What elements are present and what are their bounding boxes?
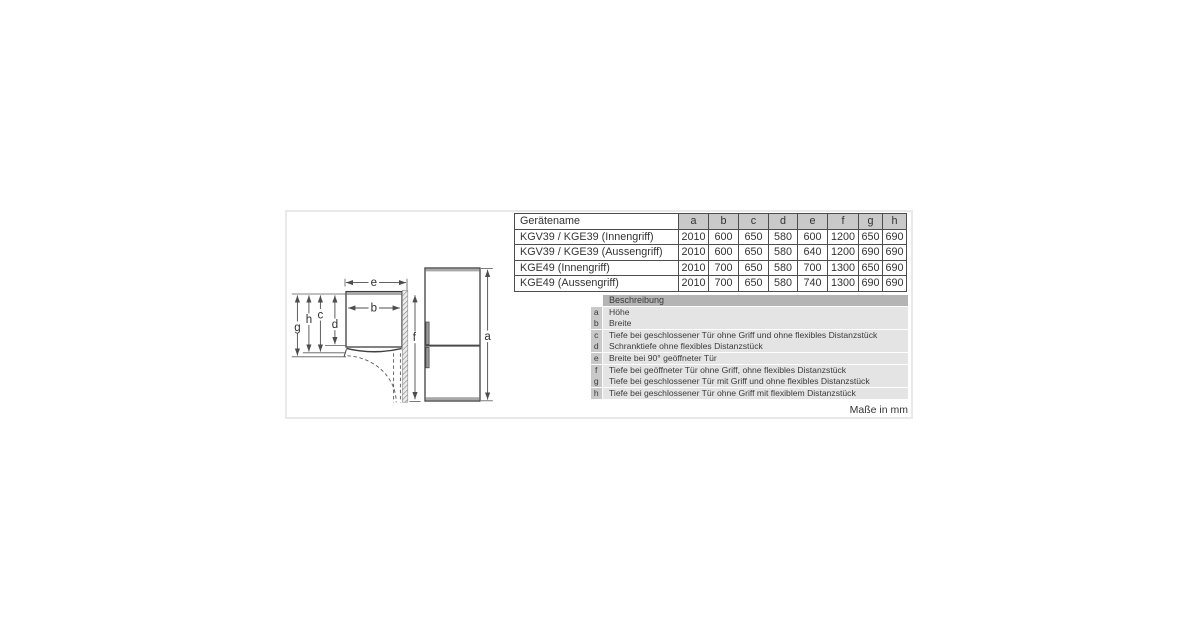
value-cell: 700 xyxy=(709,276,738,291)
value-cell: 690 xyxy=(859,245,882,260)
device-name-cell: KGV39 / KGE39 (Aussengriff) xyxy=(515,245,678,260)
value-cell: 690 xyxy=(883,230,906,245)
legend-desc: Breite bei 90° geöffneter Tür xyxy=(603,353,908,364)
units-label: Maße in mm xyxy=(849,404,908,416)
legend-row xyxy=(591,388,908,399)
legend-row xyxy=(591,376,908,387)
legend-row xyxy=(591,318,908,329)
value-cell: 740 xyxy=(798,276,827,291)
legend-desc: Schranktiefe ohne flexibles Distanzstück xyxy=(603,341,908,352)
table-header-h: h xyxy=(883,214,906,229)
dim-label-g: g xyxy=(294,321,301,334)
legend-key: g xyxy=(591,376,602,387)
legend-key: e xyxy=(591,353,602,364)
dim-label-d: d xyxy=(331,319,339,331)
top-view-door-closed xyxy=(346,348,401,351)
front-view-bottom-trim xyxy=(426,397,480,400)
legend-key: c xyxy=(591,330,602,341)
dim-label-h: h xyxy=(305,313,313,326)
door-swing-arc xyxy=(347,356,396,403)
value-cell: 580 xyxy=(769,261,797,276)
dim-label-c: c xyxy=(317,309,324,322)
value-cell: 690 xyxy=(859,276,882,291)
device-name-cell: KGE49 (Innengriff) xyxy=(515,261,678,276)
value-cell: 2010 xyxy=(679,230,708,245)
value-cell: 600 xyxy=(709,245,738,260)
legend-desc: Tiefe bei geschlossener Tür ohne Griff und ohne flexibles Distanzstück xyxy=(603,330,908,341)
value-cell: 580 xyxy=(769,276,797,291)
value-cell: 2010 xyxy=(679,245,708,260)
value-cell: 580 xyxy=(769,230,797,245)
value-cell: 1200 xyxy=(828,245,858,260)
device-name-cell: KGE49 (Aussengriff) xyxy=(515,276,678,291)
dimensions-table xyxy=(514,213,907,292)
table-header-c: c xyxy=(739,214,768,229)
legend-key: h xyxy=(591,388,602,399)
wall-hatch xyxy=(402,290,407,402)
value-cell: 700 xyxy=(798,261,827,276)
value-cell: 1200 xyxy=(828,230,858,245)
front-view-cabinet-outline xyxy=(425,268,480,401)
door-handle-lower xyxy=(426,347,429,367)
legend-row xyxy=(591,330,908,341)
value-cell: 600 xyxy=(709,230,738,245)
dim-label-a: a xyxy=(484,331,491,343)
table-header-g: g xyxy=(859,214,882,229)
table-header-b: b xyxy=(709,214,738,229)
legend-desc: Höhe xyxy=(603,307,908,318)
value-cell: 650 xyxy=(739,276,768,291)
legend-key: d xyxy=(591,341,602,352)
value-cell: 690 xyxy=(883,261,906,276)
value-cell: 1300 xyxy=(828,261,858,276)
dim-label-f: f xyxy=(412,332,417,344)
table-header-d: d xyxy=(769,214,797,229)
legend-row xyxy=(591,365,908,376)
legend-row xyxy=(591,307,908,318)
table-header-f: f xyxy=(828,214,858,229)
front-view xyxy=(425,268,493,401)
value-cell: 2010 xyxy=(679,276,708,291)
top-view-cabinet-outline xyxy=(346,292,402,347)
value-cell: 690 xyxy=(883,245,906,260)
top-view-back-strip xyxy=(347,292,402,295)
legend-desc: Tiefe bei geöffneter Tür ohne Griff, ohne flexibles Distanzstück xyxy=(603,365,908,376)
dim-label-e: e xyxy=(370,276,378,289)
legend-desc: Breite xyxy=(603,318,908,329)
value-cell: 690 xyxy=(883,276,906,291)
legend-desc: Tiefe bei geschlossener Tür ohne Griff mit flexiblem Distanzstück xyxy=(603,388,908,399)
table-header-a: a xyxy=(679,214,708,229)
legend-key: a xyxy=(591,307,602,318)
legend-row xyxy=(591,353,908,364)
value-cell: 1300 xyxy=(828,276,858,291)
legend-row xyxy=(591,341,908,352)
value-cell: 650 xyxy=(859,230,882,245)
value-cell: 650 xyxy=(739,261,768,276)
value-cell: 700 xyxy=(709,261,738,276)
dim-label-b: b xyxy=(370,302,378,315)
legend-desc: Tiefe bei geschlossener Tür mit Griff und ohne flexibles Distanzstück xyxy=(603,376,908,387)
legend-header: Beschreibung xyxy=(603,295,908,306)
legend xyxy=(591,295,908,399)
value-cell: 650 xyxy=(739,245,768,260)
door-handle-upper xyxy=(426,322,429,344)
value-cell: 640 xyxy=(798,245,827,260)
top-view xyxy=(292,277,421,403)
legend-key: b xyxy=(591,318,602,329)
value-cell: 650 xyxy=(739,230,768,245)
legend-key: f xyxy=(591,365,602,376)
table-header-e: e xyxy=(798,214,827,229)
value-cell: 650 xyxy=(859,261,882,276)
value-cell: 580 xyxy=(769,245,797,260)
table-header-name: Gerätename xyxy=(515,214,678,229)
device-name-cell: KGV39 / KGE39 (Innengriff) xyxy=(515,230,678,245)
front-view-top-trim xyxy=(426,269,480,272)
value-cell: 600 xyxy=(798,230,827,245)
value-cell: 2010 xyxy=(679,261,708,276)
